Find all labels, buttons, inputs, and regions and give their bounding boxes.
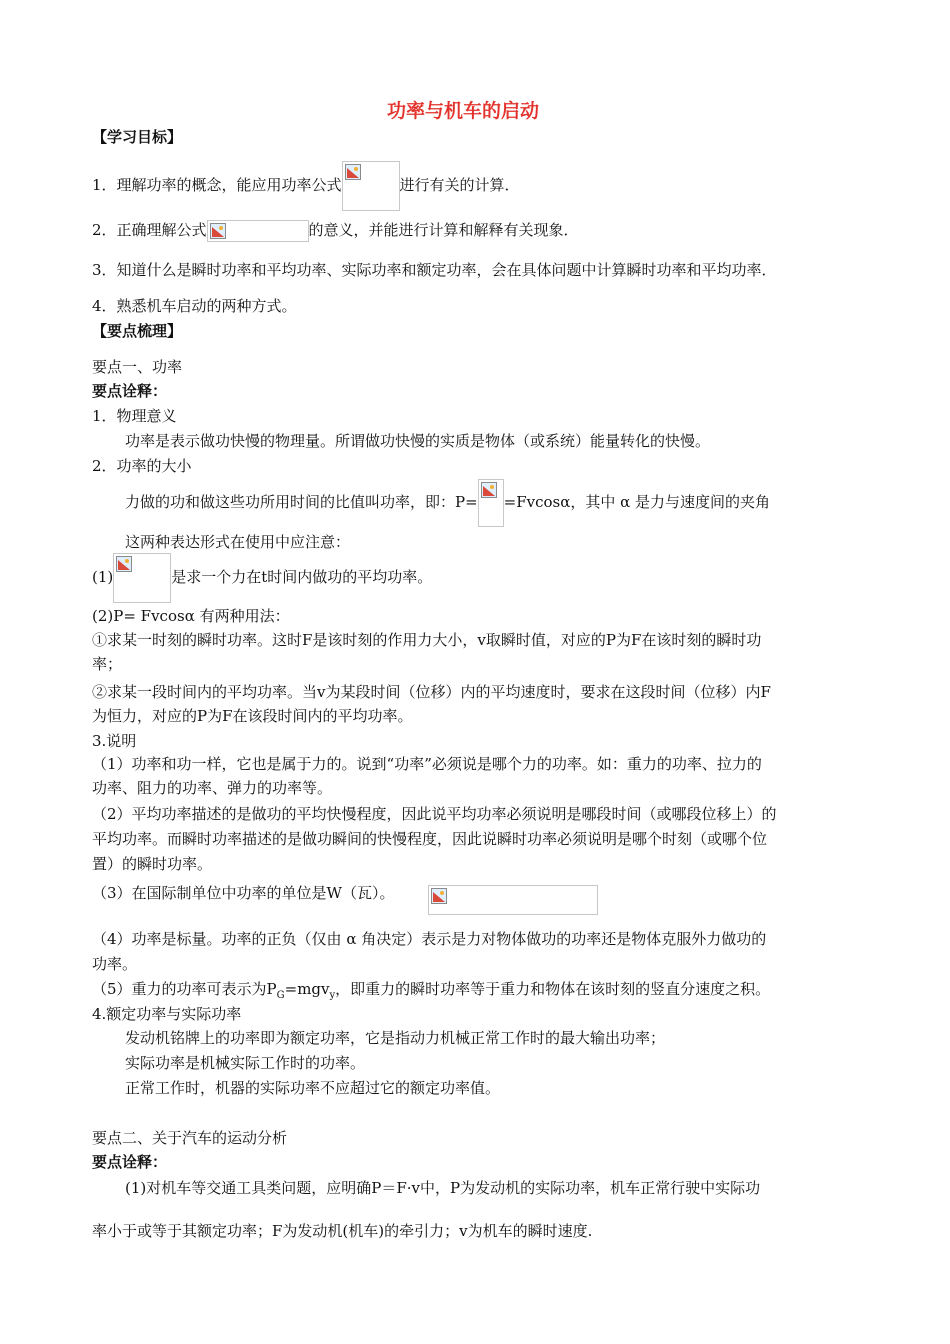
section-4-title: 4.额定功率与实际功率 <box>92 1005 242 1023</box>
section-2-item-2: (2)P= Fvcosα 有两种用法： <box>92 607 290 625</box>
note-2-line-3: 置）的瞬时功率。 <box>92 855 213 873</box>
image-placeholder-icon <box>481 482 497 498</box>
formula-image <box>342 161 400 211</box>
note-4-line-1: （4）功率是标量。功率的正负（仅由 α 角决定）表示是力对物体做功的功率还是物体克服外力做功的 <box>92 930 767 948</box>
unit-image <box>428 885 598 915</box>
image-placeholder-icon <box>345 164 361 180</box>
section-2-title: 2．功率的大小 <box>92 457 192 475</box>
note-1-line-2: 功率、阻力的功率、弹力的功率等。 <box>92 779 333 797</box>
item-1-prefix: (1) <box>92 568 114 586</box>
section-2-note: 这两种表达形式在使用中应注意： <box>125 533 351 551</box>
note-1-line-1: （1）功率和功一样，它也是属于力的。说到“功率”必须说是哪个力的功率。如：重力的功率、拉力的 <box>92 755 762 773</box>
objective-1-text-a: 1．理解功率的概念，能应用功率公式 <box>92 176 342 194</box>
point-2-title: 要点二、关于汽车的运动分析 <box>92 1129 288 1147</box>
image-placeholder-icon <box>431 888 447 904</box>
section-4-line-2: 实际功率是机械实际工作时的功率。 <box>125 1054 366 1072</box>
section-3-title: 3.说明 <box>92 732 137 750</box>
section-4-line-3: 正常工作时，机器的实际功率不应超过它的额定功率值。 <box>125 1079 501 1097</box>
usage-1-line-1: ①求某一时刻的瞬时功率。这时F是该时刻的作用力大小，v取瞬时值，对应的P为F在该时刻的瞬时功 <box>92 631 762 649</box>
objectives-heading: 【学习目标】 <box>92 128 183 146</box>
explain-label: 要点诠释： <box>92 382 168 400</box>
section-2-text-b: =Fvcosα，其中 α 是力与速度间的夹角 <box>503 493 771 511</box>
section-2-item-1 <box>92 552 432 603</box>
formula-image <box>478 479 504 527</box>
section-2-text-a: 力做的功和做这些功所用时间的比值叫功率，即：P= <box>125 493 478 511</box>
objective-2-text-a: 2．正确理解公式 <box>92 221 207 239</box>
note-2-line-1: （2）平均功率描述的是做功的平均快慢程度，因此说平均功率必须说明是哪段时间（或哪段位移上）的 <box>92 805 777 823</box>
note-5-text-b: =mgv <box>284 980 330 998</box>
note-4-line-2: 功率。 <box>92 955 138 973</box>
objective-2 <box>92 220 579 242</box>
objective-1-text-b: 进行有关的计算． <box>399 176 520 194</box>
objective-2-text-b: 的意义，并能进行计算和解释有关现象． <box>308 221 579 239</box>
image-placeholder-icon <box>210 223 226 239</box>
key-points-heading: 【要点梳理】 <box>92 322 183 340</box>
point-1-title: 要点一、功率 <box>92 358 183 376</box>
note-2-line-2: 平均功率。而瞬时功率描述的是做功瞬间的快慢程度，因此说瞬时功率必须说明是哪个时刻（或哪个位 <box>92 830 768 848</box>
section-4-line-1: 发动机铭牌上的功率即为额定功率，它是指动力机械正常工作时的最大输出功率； <box>125 1029 666 1047</box>
section-1-title: 1．物理意义 <box>92 407 177 425</box>
point-2-line-2: 率小于或等于其额定功率；F为发动机(机车)的牵引力；v为机车的瞬时速度. <box>92 1222 593 1240</box>
note-5-subscript-y: y <box>329 990 336 1001</box>
objective-4: 4．熟悉机车启动的两种方式。 <box>92 297 297 315</box>
item-1-text: 是求一个力在t时间内做功的平均功率。 <box>171 568 433 586</box>
image-placeholder-icon <box>116 556 132 572</box>
page-title: 功率与机车的启动 <box>387 100 540 122</box>
point-2-line-1: (1)对机车等交通工具类问题，应明确P＝F·v中，P为发动机的实际功率，机车正常行驶中实际功 <box>125 1179 761 1197</box>
section-2-formula-line <box>125 478 770 527</box>
section-1-text: 功率是表示做功快慢的物理量。所谓做功快慢的实质是物体（或系统）能量转化的快慢。 <box>125 432 711 450</box>
note-5-text-a: （5）重力的功率可表示为P <box>92 980 277 998</box>
usage-1-line-2: 率； <box>92 655 123 673</box>
objective-1 <box>92 160 520 211</box>
note-3: （3）在国际制单位中功率的单位是W（瓦）。 <box>92 884 395 902</box>
note-5 <box>92 979 770 1006</box>
usage-2-line-2: 为恒力，对应的P为F在该段时间内的平均功率。 <box>92 707 413 725</box>
explain-label-2: 要点诠释： <box>92 1153 168 1171</box>
note-5-subscript-g: G <box>276 990 285 1001</box>
usage-2-line-1: ②求某一段时间内的平均功率。当v为某段时间（位移）内的平均速度时，要求在这段时间（位移）内F <box>92 683 771 701</box>
objective-3: 3．知道什么是瞬时功率和平均功率、实际功率和额定功率，会在具体问题中计算瞬时功率和平均功率． <box>92 261 777 279</box>
note-5-text-c: ，即重力的瞬时功率等于重力和物体在该时刻的竖直分速度之积。 <box>335 980 771 998</box>
formula-image <box>113 553 171 603</box>
formula-image <box>207 220 309 242</box>
